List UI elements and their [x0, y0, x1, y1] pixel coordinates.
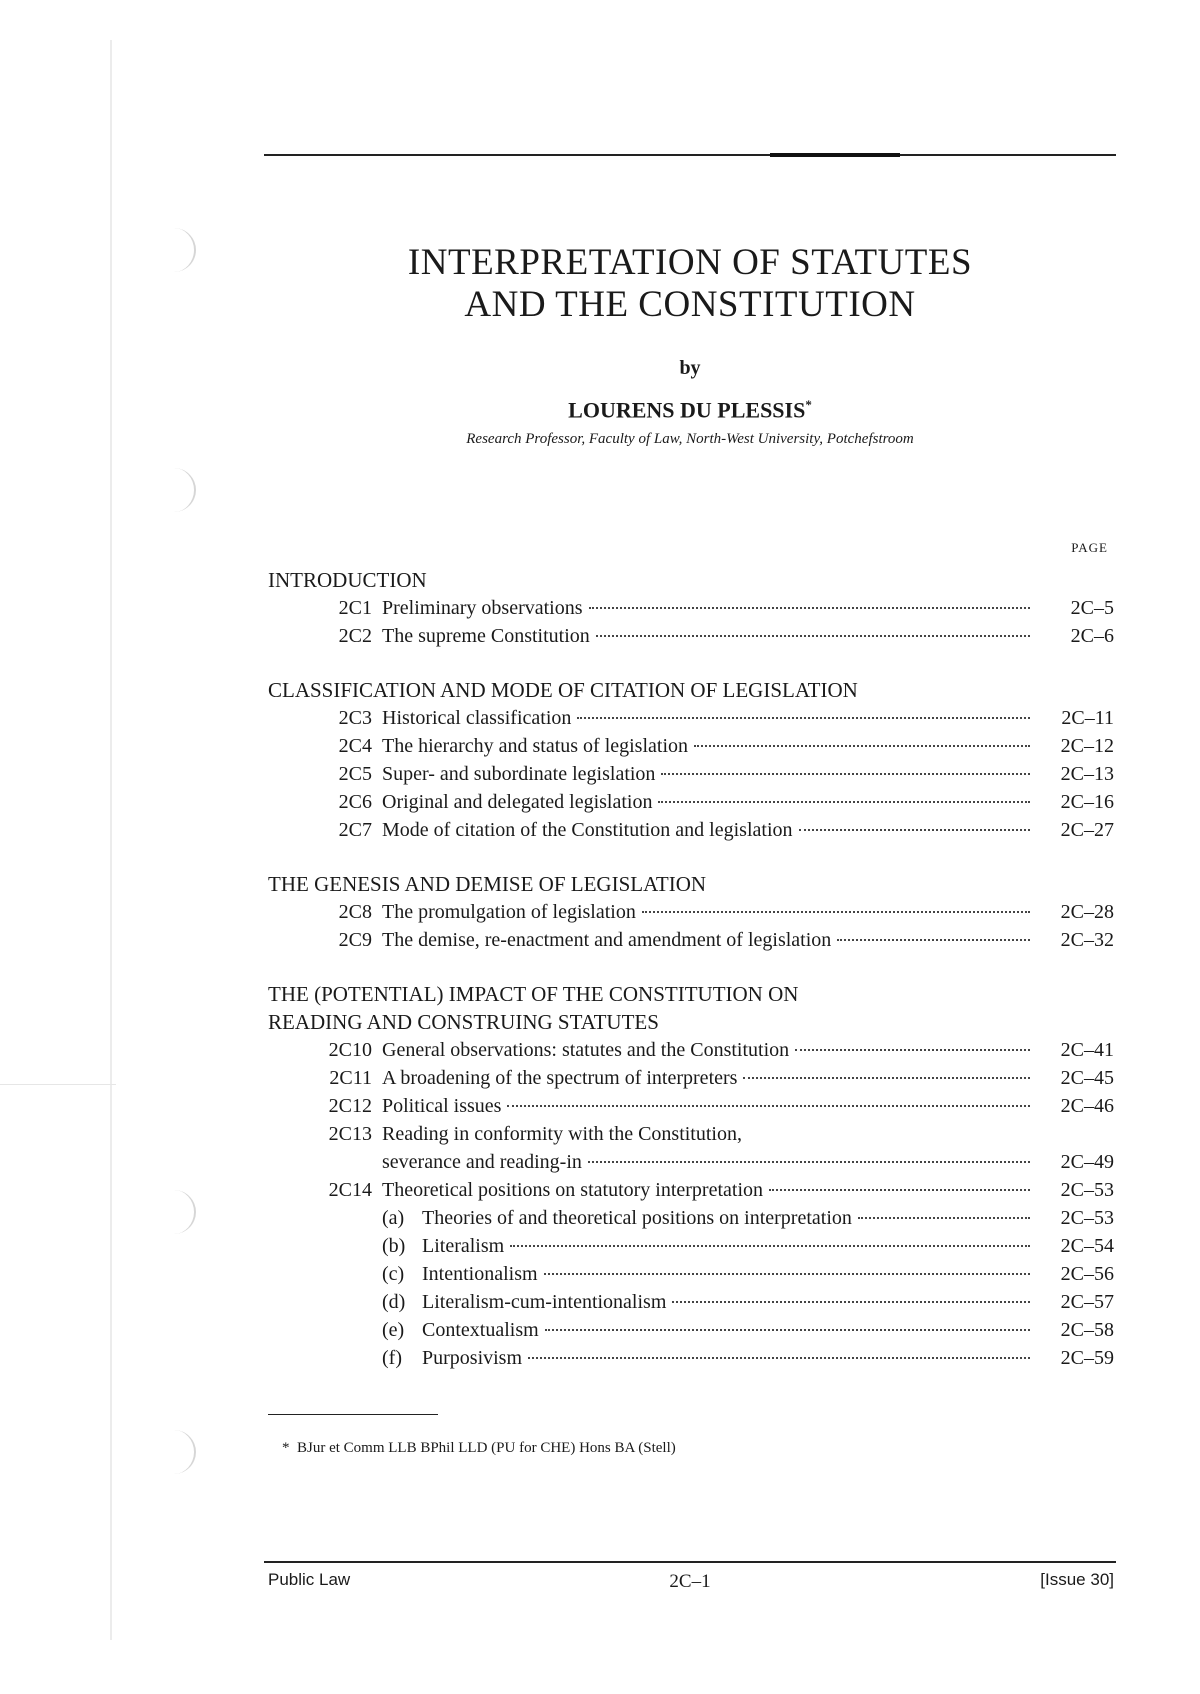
toc-leader-dots	[799, 829, 1031, 831]
toc-entry	[268, 816, 1114, 844]
toc-entry-title: Mode of citation of the Constitution and legislation	[382, 819, 793, 841]
toc-entry-subletter: (e)	[382, 1319, 405, 1341]
toc-entry-number: 2C6	[338, 791, 372, 813]
toc-entry-title: Reading in conformity with the Constitution,	[382, 1123, 742, 1145]
toc-entry-title: Literalism-cum-intentionalism	[422, 1291, 667, 1313]
footer-page-number: 2C–1	[669, 1571, 711, 1592]
toc-section-heading: CLASSIFICATION AND MODE OF CITATION OF LEGISLATION	[268, 678, 858, 702]
table-of-contents	[268, 566, 1114, 1372]
toc-entry	[268, 1176, 1114, 1204]
toc-leader-dots	[661, 773, 1030, 775]
toc-entry	[268, 926, 1114, 954]
toc-entry-page: 2C–28	[1060, 901, 1114, 923]
toc-entry-page: 2C–45	[1060, 1067, 1114, 1089]
toc-leader-dots	[577, 717, 1030, 719]
toc-entry	[268, 1036, 1114, 1064]
toc-entry-page: 2C–54	[1060, 1235, 1114, 1257]
toc-leader-dots	[507, 1105, 1030, 1107]
toc-entry	[268, 594, 1114, 622]
toc-entry-title: Contextualism	[422, 1319, 539, 1341]
bottom-rule	[264, 1561, 1116, 1563]
toc-entry	[268, 788, 1114, 816]
toc-entry-title: Literalism	[422, 1235, 505, 1257]
toc-entry-number: 2C2	[338, 625, 372, 647]
toc-entry-title: Political issues	[382, 1095, 502, 1117]
toc-entry-page: 2C–53	[1060, 1207, 1114, 1229]
toc-entry	[268, 1316, 1114, 1344]
toc-leader-dots	[642, 911, 1030, 913]
toc-entry-page: 2C–27	[1060, 819, 1114, 841]
toc-leader-dots	[589, 607, 1030, 609]
footer-publication: Public Law	[268, 1570, 351, 1589]
author-name	[264, 397, 1116, 423]
punch-hole	[160, 1190, 196, 1234]
toc-entry	[268, 1344, 1114, 1372]
toc-entry-title: General observations: statutes and the Constitution	[382, 1039, 790, 1061]
toc-entry-title: A broadening of the spectrum of interpreters	[382, 1067, 738, 1089]
toc-leader-dots	[672, 1301, 1030, 1303]
toc-leader-dots	[528, 1357, 1030, 1359]
toc-entry-number: 2C14	[328, 1179, 372, 1201]
toc-entry-number: 2C7	[338, 819, 372, 841]
chapter-title-line-2: AND THE CONSTITUTION	[464, 284, 916, 325]
toc-entry-number: 2C3	[338, 707, 372, 729]
toc-entry-subletter: (a)	[382, 1207, 405, 1229]
toc-entry-title: The promulgation of legislation	[382, 901, 636, 923]
toc-entry-page: 2C–57	[1060, 1291, 1114, 1313]
toc-entry	[268, 1260, 1114, 1288]
toc-entry-number: 2C10	[328, 1039, 372, 1061]
toc-entry-title: Theoretical positions on statutory interpretation	[382, 1179, 764, 1201]
footnote	[282, 1440, 676, 1457]
toc-entry	[268, 1288, 1114, 1316]
toc-section-heading: THE GENESIS AND DEMISE OF LEGISLATION	[268, 872, 707, 896]
toc-entry-page: 2C–13	[1060, 763, 1114, 785]
toc-section-heading: READING AND CONSTRUING STATUTES	[268, 1010, 659, 1034]
toc-entry-title: Historical classification	[382, 707, 572, 729]
footnote-mark: *	[282, 1440, 290, 1456]
author-affiliation: Research Professor, Faculty of Law, North-West University, Potchefstroom	[466, 431, 914, 447]
toc-entry-page: 2C–6	[1070, 625, 1114, 647]
punch-hole	[160, 468, 196, 512]
punch-hole	[160, 1430, 196, 1474]
top-rule-accent	[770, 153, 900, 157]
page-column-heading: PAGE	[1071, 540, 1108, 555]
toc-leader-dots	[658, 801, 1030, 803]
toc-entry	[268, 1204, 1114, 1232]
punch-hole	[160, 228, 196, 272]
toc-entry	[268, 1148, 1114, 1176]
toc-leader-dots	[858, 1217, 1030, 1219]
toc-entry-title: Theories of and theoretical positions on interpretation	[422, 1207, 852, 1229]
toc-entry-title: Preliminary observations	[382, 597, 583, 619]
toc-entry-number: 2C12	[328, 1095, 372, 1117]
toc-leader-dots	[588, 1161, 1030, 1163]
toc-entry-title: The supreme Constitution	[382, 625, 590, 647]
toc-entry-page: 2C–56	[1060, 1263, 1114, 1285]
toc-entry-number: 2C5	[338, 763, 372, 785]
toc-entry-page: 2C–16	[1060, 791, 1114, 813]
toc-section-heading: INTRODUCTION	[268, 568, 427, 592]
toc-entry	[268, 898, 1114, 926]
top-rule	[264, 154, 1116, 156]
toc-entry-page: 2C–58	[1060, 1319, 1114, 1341]
footnote-rule	[268, 1414, 438, 1415]
toc-entry-number: 2C11	[329, 1067, 372, 1089]
chapter-title-line-1: INTERPRETATION OF STATUTES	[407, 242, 973, 283]
author-text: LOURENS DU PLESSIS	[568, 397, 806, 423]
toc-entry-page: 2C–32	[1060, 929, 1114, 951]
toc-leader-dots	[510, 1245, 1030, 1247]
toc-entry-subletter: (d)	[382, 1291, 406, 1313]
toc-leader-dots	[545, 1329, 1030, 1331]
toc-entry-page: 2C–59	[1060, 1347, 1114, 1369]
toc-entry-page: 2C–49	[1060, 1151, 1114, 1173]
toc-entry	[268, 704, 1114, 732]
toc-entry-page: 2C–11	[1061, 707, 1114, 729]
by-line: by	[679, 357, 701, 379]
toc-entry-subletter: (b)	[382, 1235, 406, 1257]
toc-entry-page: 2C–12	[1060, 735, 1114, 757]
toc-entry-title: severance and reading-in	[382, 1151, 582, 1173]
toc-entry	[268, 1064, 1114, 1092]
toc-entry-title: Intentionalism	[422, 1263, 538, 1285]
toc-entry	[268, 1120, 1114, 1148]
binder-edge	[110, 40, 112, 1640]
toc-entry-page: 2C–5	[1070, 597, 1114, 619]
footnote-text: BJur et Comm LLB BPhil LLD (PU for CHE) Hons BA (Stell)	[297, 1440, 676, 1456]
scan-line	[0, 1084, 116, 1085]
toc-entry-title: The demise, re-enactment and amendment of legislation	[382, 929, 832, 951]
toc-leader-dots	[544, 1273, 1030, 1275]
toc-entry-title: The hierarchy and status of legislation	[382, 735, 689, 757]
toc-entry-page: 2C–53	[1060, 1179, 1114, 1201]
toc-entry-title: Super- and subordinate legislation	[382, 763, 656, 785]
toc-entry-page: 2C–46	[1060, 1095, 1114, 1117]
toc-entry	[268, 622, 1114, 650]
toc-leader-dots	[795, 1049, 1030, 1051]
toc-entry	[268, 1232, 1114, 1260]
toc-entry-number: 2C13	[328, 1123, 372, 1145]
toc-leader-dots	[596, 635, 1030, 637]
toc-leader-dots	[743, 1077, 1030, 1079]
toc-entry-number: 2C4	[338, 735, 372, 757]
toc-entry-subletter: (f)	[382, 1347, 402, 1369]
toc-entry-number: 2C9	[338, 929, 372, 951]
toc-entry-subletter: (c)	[382, 1263, 405, 1285]
toc-entry	[268, 732, 1114, 760]
toc-entry-title: Original and delegated legislation	[382, 791, 653, 813]
toc-section-heading: THE (POTENTIAL) IMPACT OF THE CONSTITUTION ON	[268, 982, 799, 1006]
toc-leader-dots	[837, 939, 1030, 941]
toc-leader-dots	[694, 745, 1030, 747]
footer-issue: [Issue 30]	[1040, 1570, 1114, 1589]
author-footnote-mark: *	[805, 397, 812, 412]
toc-entry-number: 2C8	[338, 901, 372, 923]
toc-entry	[268, 760, 1114, 788]
toc-leader-dots	[769, 1189, 1030, 1191]
toc-entry-number: 2C1	[338, 597, 372, 619]
chapter-title	[264, 242, 1116, 326]
toc-entry-title: Purposivism	[422, 1347, 523, 1369]
toc-entry	[268, 1092, 1114, 1120]
toc-entry-page: 2C–41	[1060, 1039, 1114, 1061]
